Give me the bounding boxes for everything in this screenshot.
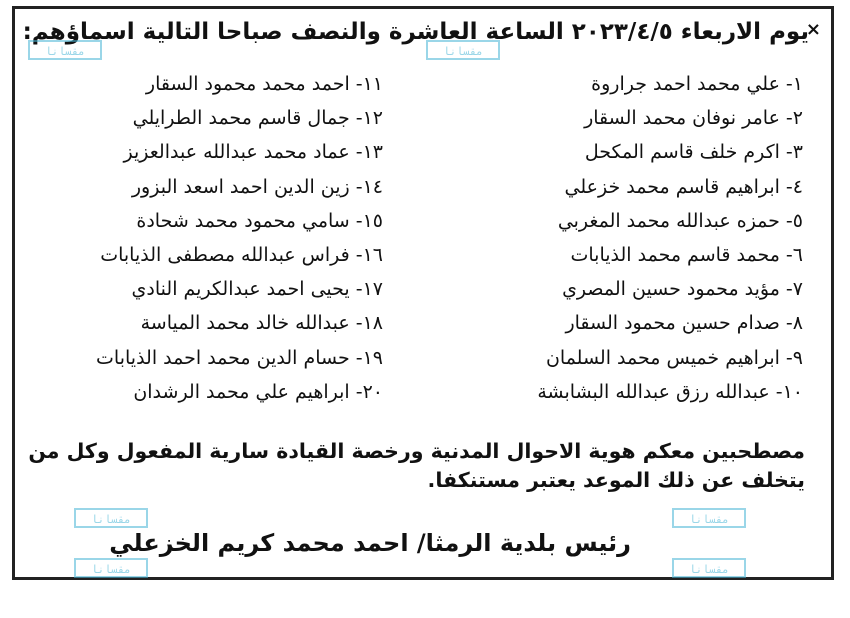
- item-number: ١٩-: [355, 346, 383, 369]
- person-name: فراس عبدالله مصطفى الذيابات: [100, 243, 350, 266]
- person-name: علي محمد احمد جراروة: [591, 73, 780, 95]
- item-number: ١١-: [355, 73, 383, 95]
- names-column-1-10: [423, 67, 803, 409]
- item-number: ٦-: [785, 243, 803, 266]
- list-item: [423, 375, 803, 409]
- instructions-paragraph: مصطحبين معكم هوية الاحوال المدنية ورخصة القيادة سارية المفعول وكل من يتخلف عن ذلك الموعد يعتبر مستنكفا.: [28, 439, 805, 492]
- watermark-logo: مقسانا: [28, 40, 102, 60]
- watermark-logo: مقسانا: [426, 40, 500, 60]
- item-number: ٨-: [785, 312, 803, 335]
- list-item: [3, 170, 383, 204]
- list-item: [423, 101, 803, 135]
- heading-text: يوم الاربعاء ٢٠٢٣/٤/٥ الساعة العاشرة والنصف صباحا التالية اسماؤهم:: [22, 19, 809, 45]
- person-name: محمد قاسم محمد الذيابات: [570, 243, 780, 266]
- item-number: ٤-: [785, 175, 803, 198]
- list-item: [3, 101, 383, 135]
- signature-line: رئيس بلدية الرمثا/ احمد محمد كريم الخزعلي: [109, 529, 631, 557]
- item-number: ١٣-: [355, 141, 383, 164]
- notice-frame: [12, 6, 834, 580]
- list-item: [3, 306, 383, 340]
- watermark-logo: مقسانا: [74, 508, 148, 528]
- item-number: ٧-: [785, 278, 803, 301]
- heading-mark: ×: [805, 19, 821, 40]
- person-name: ابراهيم قاسم محمد خزعلي: [564, 175, 780, 198]
- list-item: [423, 204, 803, 238]
- item-number: ١٤-: [355, 175, 383, 198]
- person-name: مؤيد محمود حسين المصري: [562, 278, 780, 301]
- item-number: ١٨-: [355, 312, 383, 335]
- person-name: اكرم خلف قاسم المكحل: [584, 141, 780, 164]
- list-item: [3, 135, 383, 169]
- person-name: سامي محمود محمد شحادة: [136, 209, 350, 232]
- list-item: [3, 375, 383, 409]
- person-name: يحيى احمد عبدالكريم النادي: [131, 278, 350, 301]
- watermark-logo: مقسانا: [672, 558, 746, 578]
- item-number: ٢٠-: [355, 380, 383, 403]
- person-name: عبدالله رزق عبدالله البشابشة: [537, 380, 770, 403]
- person-name: حسام الدين محمد احمد الذيابات: [96, 346, 350, 369]
- watermark-logo: مقسانا: [74, 558, 148, 578]
- watermark-logo: مقسانا: [672, 508, 746, 528]
- list-item: [3, 204, 383, 238]
- item-number: ٥-: [785, 209, 803, 232]
- list-item: [3, 341, 383, 375]
- person-name: حمزه عبدالله محمد المغربي: [557, 209, 780, 232]
- person-name: عماد محمد عبدالله عبدالعزيز: [123, 141, 350, 164]
- item-number: ١٧-: [355, 278, 383, 301]
- person-name: عبدالله خالد محمد المياسة: [140, 312, 350, 335]
- item-number: ١٦-: [355, 243, 383, 266]
- item-number: ١٥-: [355, 209, 383, 232]
- list-item: [423, 341, 803, 375]
- names-column-11-20: [3, 67, 383, 409]
- item-number: ٢-: [785, 107, 803, 130]
- list-item: [3, 238, 383, 272]
- item-number: ١-: [785, 73, 803, 95]
- item-number: ٩-: [785, 346, 803, 369]
- list-item: [423, 170, 803, 204]
- person-name: زين الدين احمد اسعد البزور: [131, 175, 350, 198]
- list-item: [423, 67, 803, 101]
- list-item: [423, 238, 803, 272]
- list-item: [3, 67, 383, 101]
- person-name: جمال قاسم محمد الطرايلي: [132, 107, 350, 130]
- notice-heading: [9, 17, 821, 47]
- item-number: ٣-: [785, 141, 803, 164]
- item-number: ١٠-: [775, 380, 803, 403]
- person-name: ابراهيم خميس محمد السلمان: [545, 346, 780, 369]
- person-name: ابراهيم علي محمد الرشدان: [133, 380, 350, 403]
- person-name: احمد محمد محمود السقار: [145, 73, 350, 95]
- list-item: [423, 272, 803, 306]
- person-name: صدام حسين محمود السقار: [565, 312, 780, 335]
- item-number: ١٢-: [355, 107, 383, 130]
- person-name: عامر نوفان محمد السقار: [584, 107, 780, 130]
- list-item: [423, 135, 803, 169]
- list-item: [423, 306, 803, 340]
- list-item: [3, 272, 383, 306]
